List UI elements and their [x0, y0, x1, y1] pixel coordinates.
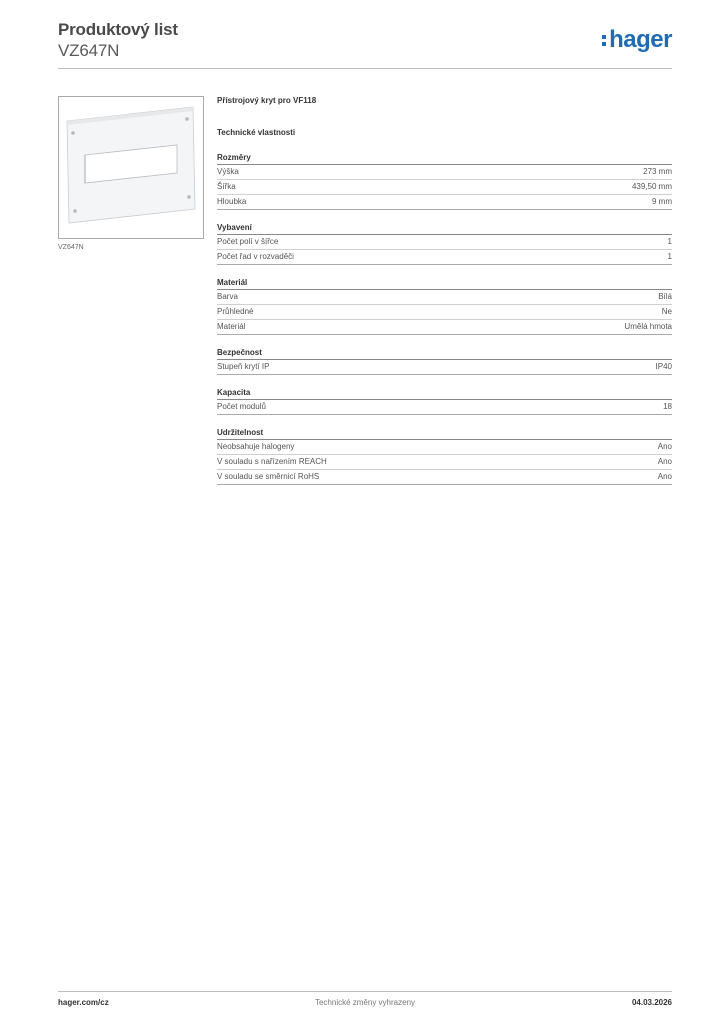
spec-value: 9 mm	[652, 197, 672, 206]
section-title: Kapacita	[217, 388, 672, 400]
section-title: Rozměry	[217, 153, 672, 165]
section-capacity	[217, 388, 672, 415]
spec-value: Ano	[657, 442, 672, 451]
spec-value: Ano	[657, 472, 672, 481]
spec-label: Počet modulů	[217, 402, 266, 411]
section-sustainability	[217, 428, 672, 485]
spec-value: Ne	[661, 307, 672, 316]
spec-label: Neobsahuje halogeny	[217, 442, 295, 451]
spec-row	[217, 250, 672, 265]
section-material	[217, 278, 672, 335]
spec-row	[217, 305, 672, 320]
spec-row	[217, 290, 672, 305]
section-equipment	[217, 223, 672, 265]
spec-label: Počet polí v šířce	[217, 237, 279, 246]
spec-value: IP40	[655, 362, 672, 371]
hager-logo	[602, 26, 672, 54]
section-safety	[217, 348, 672, 375]
spec-row	[217, 180, 672, 195]
image-caption: VZ647N	[58, 244, 84, 251]
spec-label: Materiál	[217, 322, 246, 331]
section-title: Bezpečnost	[217, 348, 672, 360]
spec-label: Stupeň krytí IP	[217, 362, 270, 371]
spec-label: Hloubka	[217, 197, 247, 206]
page-title: Produktový list	[58, 20, 178, 39]
cover-plate-illustration	[59, 97, 203, 238]
logo-text: hager	[609, 26, 672, 53]
spec-label: V souladu s nařízením REACH	[217, 457, 327, 466]
spec-row	[217, 235, 672, 250]
spec-value: 18	[663, 402, 672, 411]
spec-label: Šířka	[217, 182, 236, 191]
product-name: Přístrojový kryt pro VF118	[217, 96, 317, 105]
spec-row	[217, 195, 672, 210]
spec-row	[217, 455, 672, 470]
spec-label: Průhledné	[217, 307, 254, 316]
spec-value: 1	[667, 252, 672, 261]
spec-value: Bílá	[658, 292, 672, 301]
spec-row	[217, 165, 672, 180]
section-title: Udržitelnost	[217, 428, 672, 440]
section-title: Vybavení	[217, 223, 672, 235]
spec-label: V souladu se směrnicí RoHS	[217, 472, 320, 481]
logo-dots-icon	[602, 32, 607, 49]
spec-value: Umělá hmota	[624, 322, 672, 331]
footer-website-link[interactable]: hager.com/cz	[58, 998, 109, 1007]
product-code: VZ647N	[58, 41, 120, 60]
page-header	[58, 20, 672, 68]
section-dimensions	[217, 153, 672, 210]
spec-row	[217, 360, 672, 375]
spec-label: Výška	[217, 167, 239, 176]
specifications	[217, 96, 672, 485]
product-image	[58, 96, 204, 239]
technical-properties-heading: Technické vlastnosti	[217, 128, 296, 137]
spec-value: 439,50 mm	[631, 182, 672, 191]
spec-row	[217, 440, 672, 455]
spec-row	[217, 470, 672, 485]
spec-value: 1	[667, 237, 672, 246]
footer-notice: Technické změny vyhrazeny	[314, 998, 416, 1007]
footer-date: 04.03.2026	[631, 998, 672, 1007]
footer-divider	[58, 991, 672, 992]
spec-value: Ano	[657, 457, 672, 466]
spec-value: 273 mm	[643, 167, 672, 176]
spec-label: Barva	[217, 292, 238, 301]
spec-row	[217, 320, 672, 335]
section-title: Materiál	[217, 278, 672, 290]
spec-row	[217, 400, 672, 415]
spec-label: Počet řad v rozvaděči	[217, 252, 294, 261]
header-divider	[58, 68, 672, 69]
